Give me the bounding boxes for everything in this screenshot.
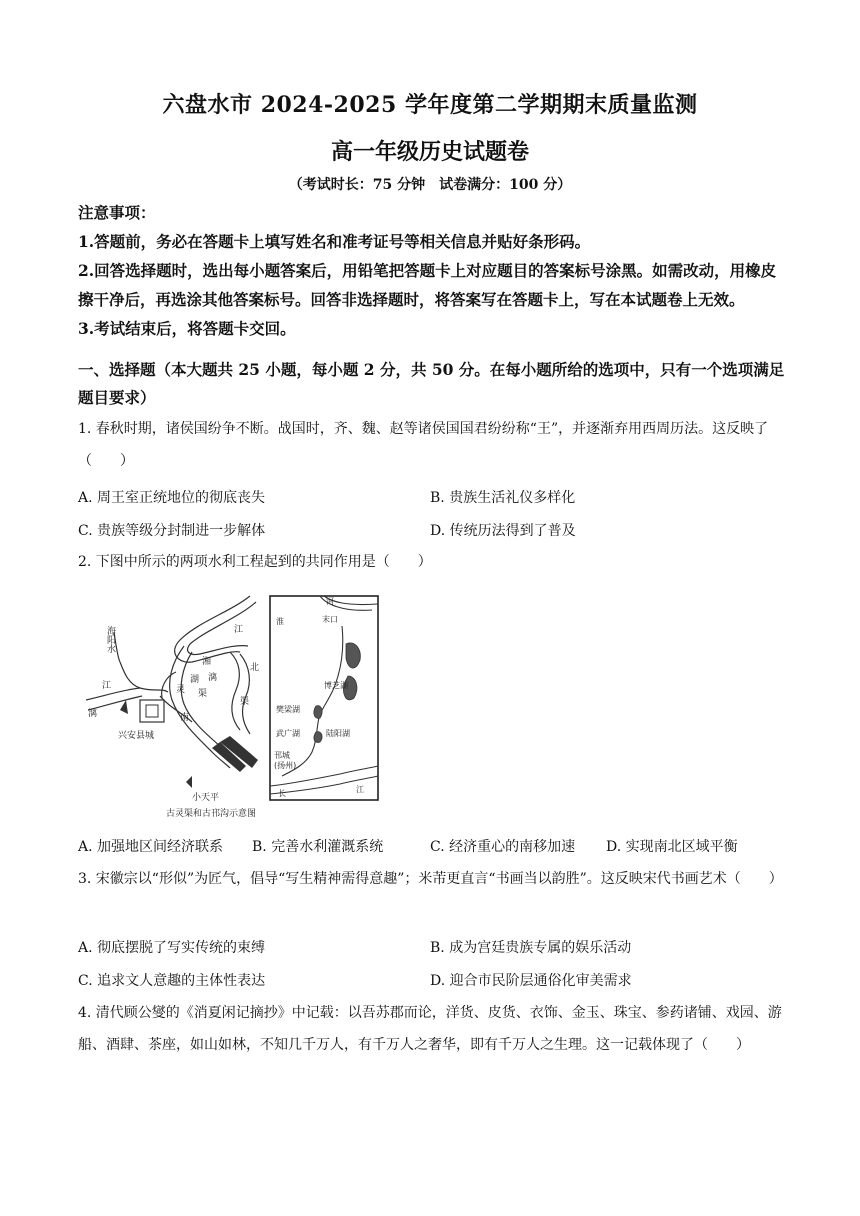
map-label: 江 bbox=[234, 625, 244, 635]
option: B. 完善水利灌溉系统 bbox=[252, 839, 384, 855]
exam-title: 六盘水市 2024-2025 学年度第二学期期末质量监测 bbox=[162, 92, 698, 118]
map-label: 江 bbox=[102, 681, 112, 691]
map-label: 淮 bbox=[276, 617, 284, 626]
map-label: 博芝湖 bbox=[324, 681, 348, 690]
map-label: 兴安县城 bbox=[118, 731, 155, 741]
note-item: 1.答题前，务必在答题卡上填写姓名和准考证号等相关信息并贴好条形码。 bbox=[78, 232, 591, 251]
map-label: 海阳水 bbox=[105, 626, 115, 653]
map-label: 樊梁湖 bbox=[276, 705, 300, 714]
map-figure bbox=[80, 592, 400, 824]
map-label: 末口 bbox=[322, 615, 338, 624]
question-stem: 1. 春秋时期，诸侯国纷争不断。战国时，齐、魏、赵等诸侯国国君纷纷称“王”，并逐渐弃用西周历法。这反映了（ ） bbox=[78, 421, 769, 469]
map-label: 北 bbox=[250, 663, 260, 673]
map-label: 江 bbox=[356, 785, 364, 794]
map-label: 邗城 bbox=[274, 751, 290, 760]
option: C. 经济重心的南移加速 bbox=[430, 839, 576, 855]
map-label: 湖 bbox=[190, 675, 200, 685]
option: A. 加强地区间经济联系 bbox=[78, 839, 224, 855]
map-label: 南 bbox=[180, 713, 190, 723]
option: B. 贵族生活礼仪多样化 bbox=[430, 490, 576, 506]
option: D. 迎合市民阶层通俗化审美需求 bbox=[430, 973, 632, 989]
option: D. 传统历法得到了普及 bbox=[430, 523, 576, 539]
exam-subject-title: 高一年级历史试题卷 bbox=[330, 139, 529, 165]
map-label: 渠 bbox=[240, 697, 250, 707]
note-item: 3.考试结束后，将答题卡交回。 bbox=[78, 319, 296, 338]
map-label: 漓 bbox=[208, 673, 218, 683]
note-item: 2.回答选择题时，选出每小题答案后，用铅笔把答题卡上对应题目的答案标号涂黑。如需改动，用橡皮擦干净后，再选涂其他答案标号。回答非选择题时，将答案写在答题卡上，写在本试题卷上无效。 bbox=[78, 261, 777, 309]
map-label: 湘 bbox=[202, 657, 212, 667]
section-heading: 一、选择题（本大题共 25 小题，每小题 2 分，共 50 分。在每小题所给的选项中，只有一个选项满足题目要求） bbox=[78, 360, 785, 407]
option: B. 成为宫廷贵族专属的娱乐活动 bbox=[430, 940, 632, 956]
map-label: (扬州) bbox=[274, 761, 297, 770]
notes-heading: 注意事项： bbox=[78, 203, 156, 222]
map-label: 灵 bbox=[176, 685, 186, 695]
map-label: 武广湖 bbox=[276, 729, 300, 738]
map-label: 长 bbox=[278, 789, 286, 798]
option: A. 周王室正统地位的彻底丧失 bbox=[78, 490, 266, 506]
notes-block bbox=[78, 198, 790, 343]
map-caption: 古灵渠和古邗沟示意图 bbox=[166, 809, 257, 819]
option: A. 彻底摆脱了写实传统的束缚 bbox=[78, 940, 266, 956]
question-stem: 3. 宋徽宗以“形似”为匠气，倡导“写生精神需得意趣”；米芾更直言“书画当以韵胜”。这反映宋代书画艺术（ ） bbox=[78, 871, 783, 887]
map-label: 漓 bbox=[88, 709, 98, 719]
map-label: 河 bbox=[326, 597, 334, 606]
question-stem: 4. 清代顾公燮的《消夏闲记摘抄》中记载：以吾苏郡而论，洋货、皮货、衣饰、金玉、珠宝、参药诸铺、戏园、游船、酒肆、茶座，如山如林，不知几千万人，有千万人之奢华，即有千万人之生理。这一记载体现了（ ） bbox=[78, 1005, 782, 1053]
option: D. 实现南北区域平衡 bbox=[606, 839, 738, 855]
map-label: 渠 bbox=[198, 689, 208, 699]
option: C. 贵族等级分封制进一步解体 bbox=[78, 523, 266, 539]
option: C. 追求文人意趣的主体性表达 bbox=[78, 973, 266, 989]
map-label: 小天平 bbox=[192, 793, 220, 803]
map-svg bbox=[80, 592, 400, 824]
map-label: 陆阳湖 bbox=[326, 729, 350, 738]
question-stem: 2. 下图中所示的两项水利工程起到的共同作用是（ ） bbox=[78, 554, 432, 570]
exam-info: （考试时长：75 分钟 试卷满分：100 分） bbox=[288, 177, 572, 193]
